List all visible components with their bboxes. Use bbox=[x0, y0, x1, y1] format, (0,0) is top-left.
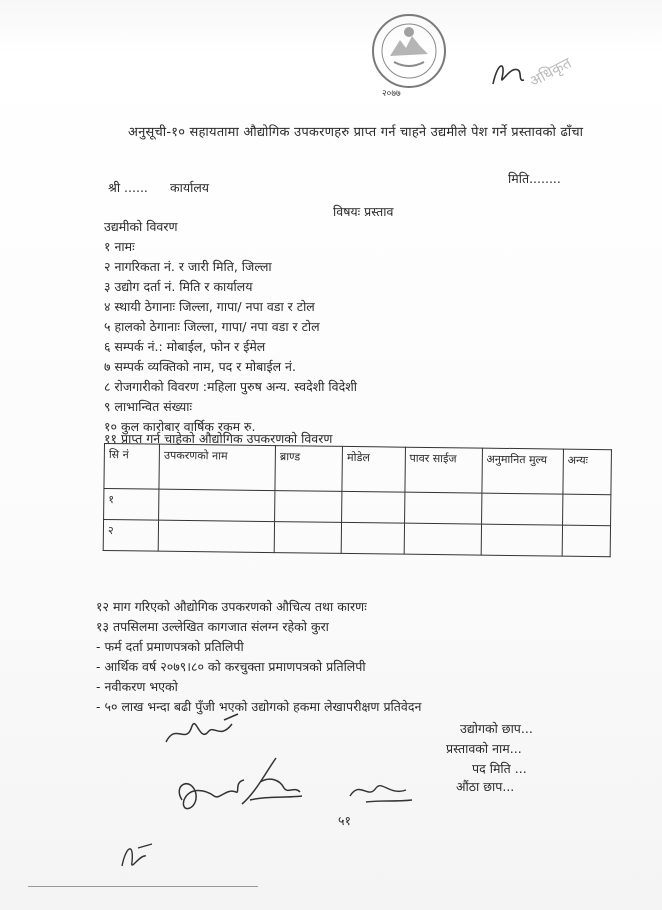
sign-proposer-name: प्रस्तावको नाम... bbox=[446, 741, 522, 756]
field-employment: ८ रोजगारीको विवरण :महिला पुरुष अन्य. स्वदेशी विदेशी bbox=[104, 379, 357, 394]
field-contact-person: ७ सम्पर्क व्यक्तिको नाम, पद र मोबाईल नं. bbox=[104, 359, 296, 374]
section-heading: उद्यमीको विवरण bbox=[104, 219, 178, 234]
field-turnover: १० कुल कारोबार वार्षिक रकम रु. bbox=[104, 419, 256, 434]
cell bbox=[274, 522, 341, 554]
header-serial: सि नं bbox=[104, 444, 160, 490]
header-power-size: पावर साईज bbox=[405, 447, 482, 493]
field-contact: ६ सम्पर्क नं.: मोबाईल, फोन र ईमेल bbox=[104, 339, 266, 354]
signature-3-icon bbox=[236, 752, 306, 812]
addressee-prefix: श्री ...... bbox=[108, 180, 148, 195]
field-current-address: ५ हालको ठेगानाः जिल्ला, गापा/ नपा वडा र टोल bbox=[104, 319, 320, 334]
table-row bbox=[103, 520, 610, 557]
sign-position-date: पद मिति ... bbox=[472, 761, 527, 776]
field-registration: ३ उद्योग दर्ता नं. मिति र कार्यालय bbox=[104, 279, 253, 294]
cell-serial: २ bbox=[103, 520, 159, 552]
signature-5-icon bbox=[116, 836, 156, 876]
cell-serial: १ bbox=[104, 489, 160, 521]
item-firm-registration: - फर्म दर्ता प्रमाणपत्रको प्रतिलिपी bbox=[96, 639, 244, 654]
item-attachments: १३ तपसिलमा उल्लेखित कागजात संलग्न रहेको कुरा bbox=[96, 619, 329, 634]
header-brand: ब्राण्ड bbox=[275, 446, 343, 492]
field-equipment-heading: ११ प्राप्त गर्न चाहेको औद्योगिक उपकरणको विवरण bbox=[104, 431, 333, 446]
cell bbox=[562, 525, 611, 557]
date-label: मिति........ bbox=[508, 171, 561, 186]
item-renewal: - नवीकरण भएको bbox=[96, 679, 178, 694]
addressee-office: कार्यालय bbox=[170, 180, 210, 195]
signature-top-icon bbox=[488, 56, 528, 92]
cell bbox=[404, 523, 481, 555]
header-estimated-price: अनुमानित मुल्य bbox=[481, 448, 563, 494]
sign-thumbprint: औंठा छाप... bbox=[456, 779, 515, 794]
header-other: अन्यः bbox=[563, 449, 612, 495]
field-citizenship: २ नागरिकता नं. र जारी मिति, जिल्ला bbox=[104, 259, 272, 274]
field-beneficiaries: ९ लाभान्वित संख्याः bbox=[104, 399, 193, 414]
page-number: ५१ bbox=[338, 813, 352, 828]
table-header-row bbox=[104, 444, 612, 495]
cell bbox=[158, 520, 274, 552]
signature-1-icon bbox=[162, 712, 242, 752]
item-tax-clearance: - आर्थिक वर्ष २०७९।८० को करचुक्ता प्रमाणपत्रको प्रतिलिपी bbox=[96, 659, 366, 674]
header-equipment-name: उपकरणको नाम bbox=[159, 444, 275, 490]
cell bbox=[159, 489, 275, 521]
cell bbox=[275, 491, 342, 523]
government-seal-icon bbox=[368, 10, 450, 92]
field-permanent-address: ४ स्थायी ठेगानाः जिल्ला, गापा/ नपा वडा र टोल bbox=[104, 299, 315, 314]
cell bbox=[341, 522, 404, 554]
equipment-table bbox=[103, 443, 612, 557]
subject-line: विषयः प्रस्ताव bbox=[333, 204, 394, 219]
header-model: मोडेल bbox=[342, 446, 405, 492]
seal-text: २०७७ bbox=[382, 89, 401, 99]
cell bbox=[404, 492, 481, 524]
sign-industry-stamp: उद्योगको छाप... bbox=[460, 721, 533, 736]
signature-4-icon bbox=[346, 770, 416, 810]
item-justification: १२ माग गरिएको औद्योगिक उपकरणको औचित्य तथा कारणः bbox=[96, 599, 367, 614]
cell bbox=[562, 494, 611, 526]
document-title: अनुसूची-१० सहायतामा औद्योगिक उपकरणहरु प्राप्त गर्न चाहने उद्यमीले पेश गर्ने प्रस्तावको ढाँचा bbox=[128, 125, 584, 140]
item-audit-report: - ५० लाख भन्दा बढी पुँजी भएको उद्योगको हकमा लेखापरीक्षण प्रतिवेदन bbox=[96, 699, 422, 714]
initial-stamp: अधिकृत bbox=[526, 53, 575, 91]
cell bbox=[481, 493, 563, 525]
field-name: १ नामः bbox=[104, 239, 135, 254]
bottom-rule bbox=[28, 886, 258, 887]
cell bbox=[342, 491, 405, 523]
cell bbox=[481, 524, 563, 556]
